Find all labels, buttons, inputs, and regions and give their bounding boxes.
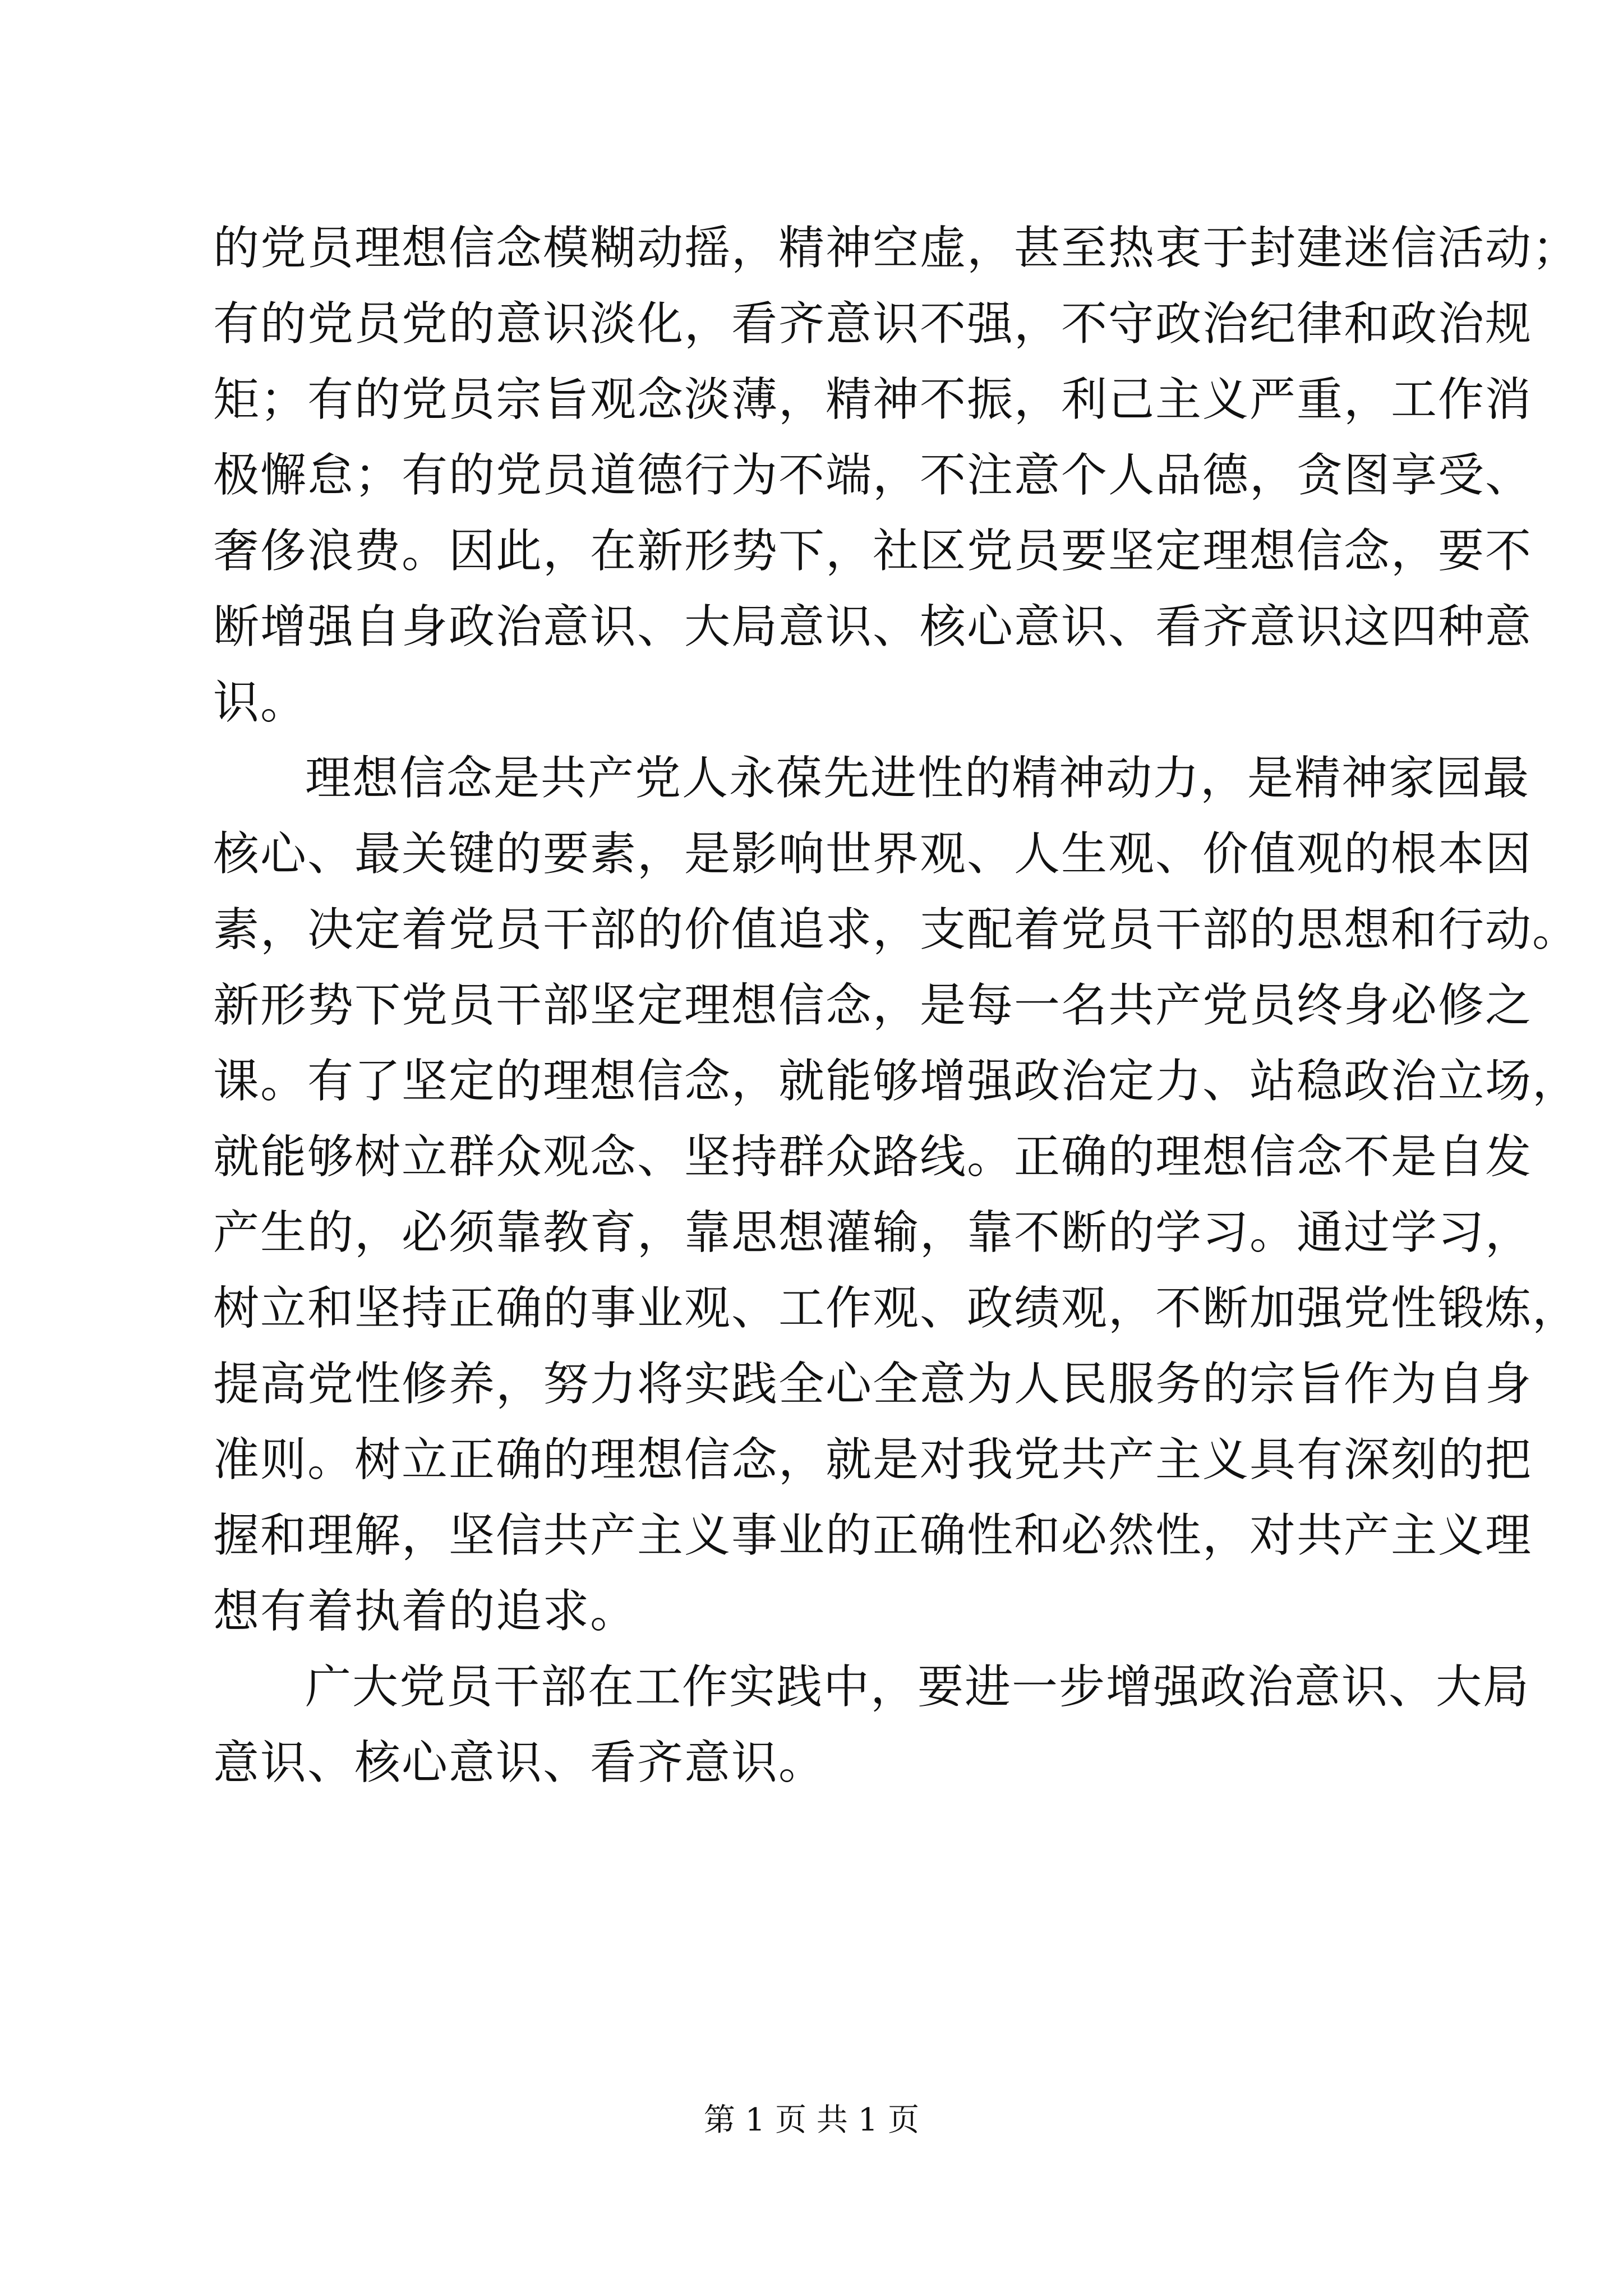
paragraph-1: [213, 210, 1580, 740]
text-line: 提高党性修养，努力将实践全心全意为人民服务的宗旨作为自身: [213, 1358, 1533, 1411]
paragraph-2: [213, 740, 1580, 1649]
text-line: 矩；有的党员宗旨观念淡薄，精神不振，利己主义严重，工作消: [213, 373, 1533, 426]
text-line: 识。: [213, 676, 308, 729]
document-body: [213, 210, 1580, 1801]
page-number-label: 第 1 页 共 1 页: [703, 2102, 920, 2138]
text-line: 的党员理想信念模糊动摇，精神空虚，甚至热衷于封建迷信活动；: [213, 222, 1580, 275]
text-line: 意识、核心意识、看齐意识。: [213, 1736, 826, 1789]
text-line: 就能够树立群众观念、坚持群众路线。正确的理想信念不是自发: [213, 1130, 1533, 1184]
text-line: 想有着执着的追求。: [213, 1585, 638, 1638]
text-line: 素，决定着党员干部的价值追求，支配着党员干部的思想和行动。: [213, 903, 1580, 956]
text-line: 新形势下党员干部坚定理想信念，是每一名共产党员终身必修之: [213, 979, 1533, 1032]
text-line: 有的党员党的意识淡化，看齐意识不强，不守政治纪律和政治规: [213, 297, 1533, 351]
text-line: 极懈怠；有的党员道德行为不端，不注意个人品德，贪图享受、: [213, 449, 1533, 502]
page-footer: [0, 2101, 1623, 2140]
text-line: 树立和坚持正确的事业观、工作观、政绩观，不断加强党性锻炼，: [213, 1282, 1580, 1335]
text-line: 核心、最关键的要素，是影响世界观、人生观、价值观的根本因: [213, 827, 1533, 881]
text-line: 准则。树立正确的理想信念，就是对我党共产主义具有深刻的把: [213, 1433, 1533, 1487]
text-line: 产生的，必须靠教育，靠思想灌输，靠不断的学习。通过学习，: [213, 1206, 1533, 1259]
text-line: 课。有了坚定的理想信念，就能够增强政治定力、站稳政治立场，: [213, 1055, 1580, 1108]
text-line: 广大党员干部在工作实践中，要进一步增强政治意识、大局: [305, 1660, 1530, 1714]
text-line: 奢侈浪费。因此，在新形势下，社区党员要坚定理想信念，要不: [213, 524, 1533, 578]
text-line: 理想信念是共产党人永葆先进性的精神动力，是精神家园最: [305, 752, 1530, 805]
text-line: 握和理解，坚信共产主义事业的正确性和必然性，对共产主义理: [213, 1509, 1533, 1562]
text-line: 断增强自身政治意识、大局意识、核心意识、看齐意识这四种意: [213, 600, 1533, 654]
paragraph-3: [213, 1649, 1530, 1801]
